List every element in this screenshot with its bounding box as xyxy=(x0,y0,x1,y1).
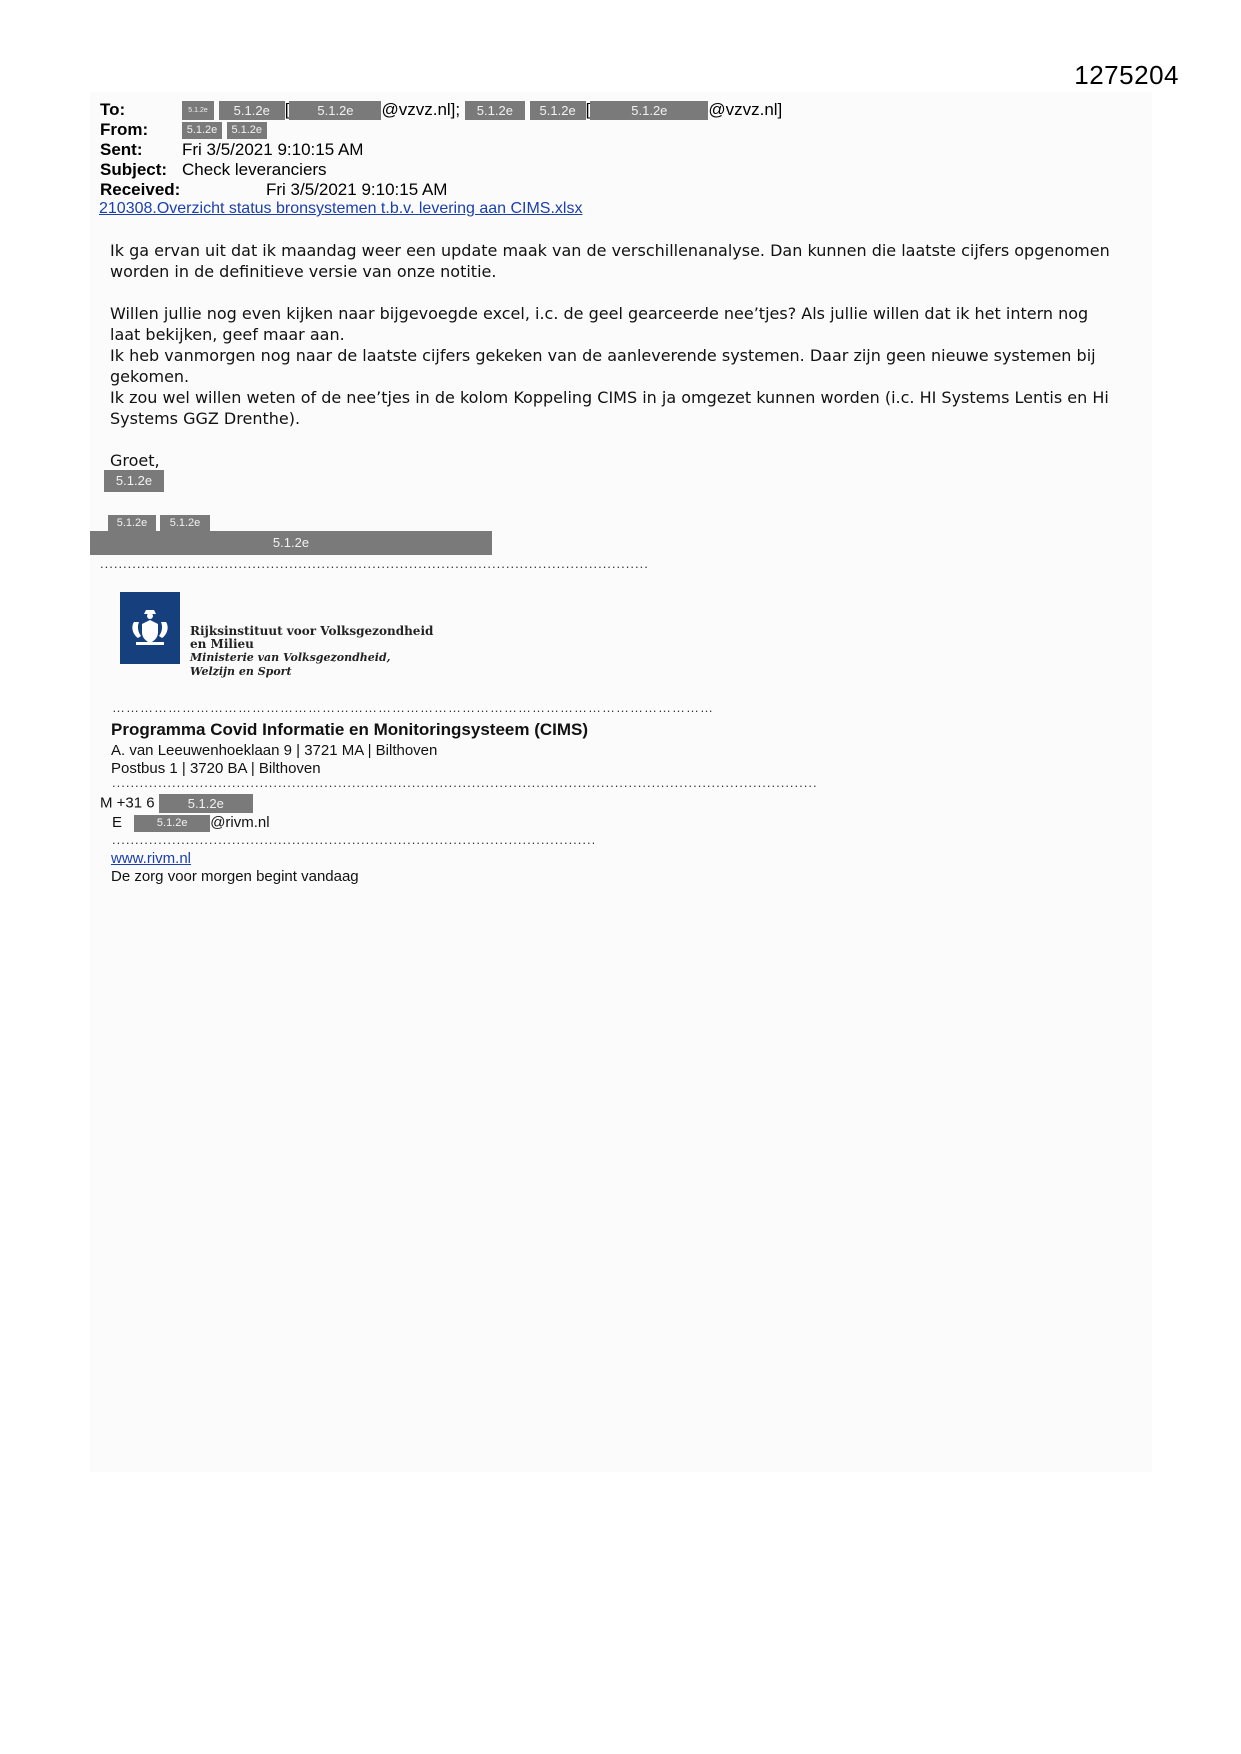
program-title: Programma Covid Informatie en Monitoringsysteem (CIMS) xyxy=(111,720,589,739)
redaction: 5.1.2e xyxy=(530,101,586,120)
subject-label: Subject: xyxy=(100,160,168,179)
logo-text xyxy=(190,624,433,679)
address-line: A. van Leeuwenhoeklaan 9 | 3721 MA | Bilthoven xyxy=(111,742,438,759)
logo-line: Ministerie van Volksgezondheid, xyxy=(190,651,391,664)
website-link[interactable]: www.rivm.nl xyxy=(111,850,192,867)
redaction: 5.1.2e xyxy=(227,122,267,139)
redaction: 5.1.2e xyxy=(590,101,708,120)
sent-label: Sent: xyxy=(100,140,143,159)
from-label: From: xyxy=(100,120,149,139)
to-label: To: xyxy=(100,100,126,119)
sent-value: Fri 3/5/2021 9:10:15 AM xyxy=(182,140,364,159)
received-label: Received: xyxy=(100,180,181,199)
redaction: 5.1.2e xyxy=(159,794,253,813)
tagline: De zorg voor morgen begint vandaag xyxy=(111,868,359,885)
divider: ………………………………………………………………………………………………………………… xyxy=(112,700,714,715)
redaction: 5.1.2e xyxy=(160,515,210,532)
redaction: 5.1.2e xyxy=(104,470,164,492)
body-paragraph: Ik ga ervan uit dat ik maandag weer een update maak van de verschillenanalyse. Dan kunnen die laatste cijfers opgenomen worden in de definitieve versie van onze notitie. xyxy=(110,241,1110,281)
bracket: [ xyxy=(585,100,591,119)
rijksoverheid-logo xyxy=(120,592,180,664)
email-suffix: @rivm.nl xyxy=(210,814,270,831)
divider: ....................................................................................................................... xyxy=(100,556,649,571)
greeting: Groet, xyxy=(110,451,160,470)
to-suffix: @vzvz.nl]; xyxy=(381,100,461,119)
redaction: 5.1.2e xyxy=(465,101,525,120)
email-prefix: E xyxy=(112,814,123,831)
logo-line: en Milieu xyxy=(190,637,254,651)
divider: ......................................................................................................... xyxy=(112,832,597,847)
logo-line: Welzijn en Sport xyxy=(190,665,292,678)
body-paragraph: Ik zou wel willen weten of de nee’tjes in de kolom Koppeling CIMS in ja omgezet kunnen worden (i.c. HI Systems Lentis en Hi Systems GGZ Drenthe). xyxy=(110,388,1109,428)
attachment-link[interactable]: 210308.Overzicht status bronsystemen t.b.v. levering aan CIMS.xlsx xyxy=(99,200,583,217)
email-line xyxy=(112,814,270,832)
postbus-line: Postbus 1 | 3720 BA | Bilthoven xyxy=(111,760,321,777)
redaction: 5.1.2e xyxy=(182,122,222,139)
bracket: [ xyxy=(284,100,290,119)
email-body xyxy=(110,240,1120,471)
logo-line: Rijksinstituut voor Volksgezondheid xyxy=(190,624,434,638)
redaction: 5.1.2e xyxy=(182,101,214,120)
crest-icon xyxy=(120,592,180,664)
body-paragraph: Willen jullie nog even kijken naar bijgevoegde excel, i.c. de geel gearceerde nee’tjes? Als jullie willen dat ik het intern nog laat bekijken, geef maar aan. xyxy=(110,304,1089,344)
phone-line xyxy=(100,794,253,813)
phone-prefix: M +31 6 xyxy=(100,794,155,812)
redaction: 5.1.2e xyxy=(219,101,285,120)
redaction: 5.1.2e xyxy=(108,515,156,532)
body-paragraph: Ik heb vanmorgen nog naar de laatste cijfers gekeken van de aanleverende systemen. Daar zijn geen nieuwe systemen bij gekomen. xyxy=(110,346,1096,386)
divider: ......................................................................................................................................................... xyxy=(112,775,818,790)
document-number: 1275204 xyxy=(1074,60,1179,90)
redaction: 5.1.2e xyxy=(90,531,492,555)
redaction: 5.1.2e xyxy=(289,101,381,120)
received-value: Fri 3/5/2021 9:10:15 AM xyxy=(266,180,448,199)
to-suffix: @vzvz.nl] xyxy=(708,100,783,119)
subject-value: Check leveranciers xyxy=(182,160,327,179)
redaction: 5.1.2e xyxy=(134,815,210,832)
